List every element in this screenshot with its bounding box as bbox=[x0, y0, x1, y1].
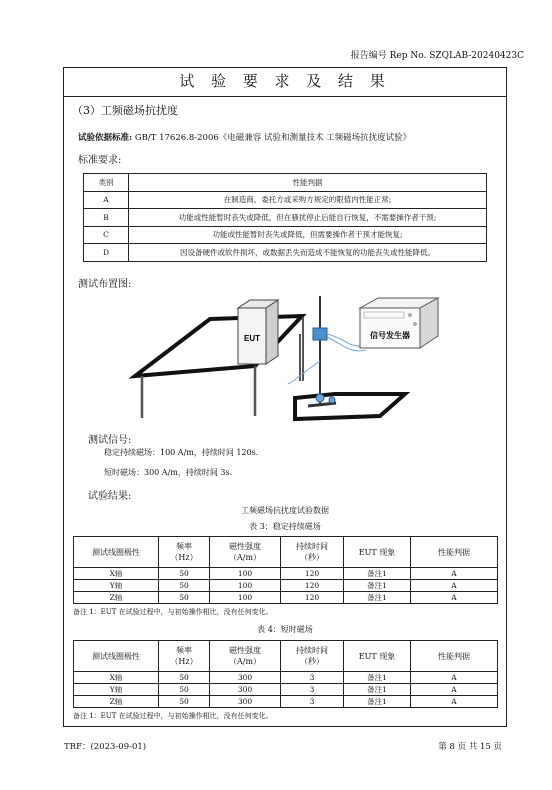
table-row bbox=[84, 244, 487, 262]
cell: 备注1 bbox=[344, 568, 411, 580]
table-header-row bbox=[74, 641, 498, 672]
test-basis-text: GB/T 17626.8-2006《电磁兼容 试验和测量技术 工频磁场抗扰度试验》 bbox=[132, 133, 412, 143]
header-cell: 测试线圈极性 bbox=[74, 641, 159, 672]
signal-line-continuous: 稳定持续磁场：100 A/m，持续时间 120s. bbox=[104, 448, 259, 457]
cell: A bbox=[411, 592, 498, 604]
table-row bbox=[74, 592, 498, 604]
cell: 功能或性能暂时丧失或降低，但在骚扰停止后能自行恢复，不需要操作者干预; bbox=[129, 209, 487, 227]
cell: 备注1 bbox=[344, 592, 411, 604]
cell: 3 bbox=[281, 684, 344, 696]
test-basis-label: 试验依据标准: bbox=[78, 133, 133, 143]
cell: 300 bbox=[210, 684, 281, 696]
cell: 备注1 bbox=[344, 684, 411, 696]
header-cell: EUT 现象 bbox=[344, 641, 411, 672]
cell: 因设备硬件或软件损坏，或数据丢失而造成不能恢复的功能丧失或性能降低。 bbox=[129, 244, 487, 262]
cell: Z轴 bbox=[74, 592, 159, 604]
cell: Z轴 bbox=[74, 696, 159, 708]
footer-trf: TRF：(2023-09-01) bbox=[64, 742, 147, 752]
table3 bbox=[73, 536, 498, 604]
table-row bbox=[74, 580, 498, 592]
test-setup-diagram bbox=[120, 286, 450, 426]
table-header-row bbox=[84, 174, 487, 192]
cell: C bbox=[84, 226, 129, 244]
coil-clamp bbox=[313, 328, 327, 340]
cell: A bbox=[411, 568, 498, 580]
cell: 50 bbox=[159, 672, 210, 684]
cell: Y轴 bbox=[74, 580, 159, 592]
cell: 100 bbox=[210, 568, 281, 580]
header-cell: 持续时间 （秒） bbox=[281, 641, 344, 672]
header-category: 类别 bbox=[84, 174, 129, 192]
cell: 在制造商、委托方或采购方规定的限值内性能正常; bbox=[129, 191, 487, 209]
header-cell: 性能判据 bbox=[411, 537, 498, 568]
table-row bbox=[74, 696, 498, 708]
cell: 100 bbox=[210, 592, 281, 604]
table3-caption: 表 3：稳定持续磁场 bbox=[249, 522, 321, 531]
header-cell: EUT 现象 bbox=[344, 537, 411, 568]
header-cell: 磁性强度 （A/m） bbox=[210, 537, 281, 568]
cell: A bbox=[411, 580, 498, 592]
cell: 120 bbox=[281, 580, 344, 592]
cell: 50 bbox=[159, 696, 210, 708]
cell: 3 bbox=[281, 696, 344, 708]
header-cell: 磁性强度 （A/m） bbox=[210, 641, 281, 672]
title-divider bbox=[63, 96, 507, 97]
page-title: 试 验 要 求 及 结 果 bbox=[179, 72, 391, 90]
cell: 100 bbox=[210, 580, 281, 592]
header-cell: 持续时间 （秒） bbox=[281, 537, 344, 568]
eut-label: EUT bbox=[244, 334, 260, 343]
signal-generator-label: 信号发生器 bbox=[370, 331, 410, 340]
cell: A bbox=[84, 191, 129, 209]
table-row bbox=[74, 672, 498, 684]
table-row bbox=[84, 209, 487, 227]
cell: 功能或性能暂时丧失或降低，但需要操作者干预才能恢复; bbox=[129, 226, 487, 244]
cell: D bbox=[84, 244, 129, 262]
header-cell: 性能判据 bbox=[411, 641, 498, 672]
cell: A bbox=[411, 684, 498, 696]
table-row bbox=[84, 191, 487, 209]
cell: 50 bbox=[159, 580, 210, 592]
results-title: 试验结果: bbox=[88, 491, 132, 502]
cell: 3 bbox=[281, 672, 344, 684]
cell: 50 bbox=[159, 592, 210, 604]
table-row bbox=[84, 226, 487, 244]
cell: 300 bbox=[210, 672, 281, 684]
cell: 300 bbox=[210, 696, 281, 708]
cell: 50 bbox=[159, 684, 210, 696]
cell: 备注1 bbox=[344, 696, 411, 708]
footer-page-number: 第 8 页 共 15 页 bbox=[438, 742, 502, 752]
cell: 120 bbox=[281, 568, 344, 580]
table-row bbox=[74, 568, 498, 580]
table3-note: 备注 1：EUT 在试验过程中，与初始操作相比，没有任何变化。 bbox=[73, 608, 273, 616]
criteria-table bbox=[83, 173, 487, 262]
cell: X轴 bbox=[74, 568, 159, 580]
signal-title: 测试信号: bbox=[88, 435, 132, 446]
cell: X轴 bbox=[74, 672, 159, 684]
table4 bbox=[73, 640, 498, 708]
cell: 备注1 bbox=[344, 580, 411, 592]
cell: A bbox=[411, 672, 498, 684]
results-caption: 工频磁场抗扰度试验数据 bbox=[241, 506, 329, 515]
cell: 50 bbox=[159, 568, 210, 580]
test-basis bbox=[78, 131, 411, 143]
cell: 备注1 bbox=[344, 672, 411, 684]
cell: 120 bbox=[281, 592, 344, 604]
header-cell: 频率 （Hz） bbox=[159, 641, 210, 672]
header-cell: 测试线圈极性 bbox=[74, 537, 159, 568]
table4-caption: 表 4：短时磁场 bbox=[257, 625, 313, 634]
header-cell: 频率 （Hz） bbox=[159, 537, 210, 568]
cell: A bbox=[411, 696, 498, 708]
cell: B bbox=[84, 209, 129, 227]
table4-note: 备注 1：EUT 在试验过程中，与初始操作相比，没有任何变化。 bbox=[73, 712, 273, 720]
section-title: （3）工频磁场抗扰度 bbox=[72, 104, 178, 117]
layout-title: 测试布置图: bbox=[78, 279, 132, 290]
table-header-row bbox=[74, 537, 498, 568]
cell: Y轴 bbox=[74, 684, 159, 696]
signal-line-short: 短时磁场：300 A/m，持续时间 3s. bbox=[104, 468, 233, 477]
header-criteria: 性能判据 bbox=[129, 174, 487, 192]
table-row bbox=[74, 684, 498, 696]
report-number: 报告编号 Rep No. SZQLAB-20240423C bbox=[350, 51, 524, 61]
standard-requirements-title: 标准要求: bbox=[78, 155, 122, 166]
